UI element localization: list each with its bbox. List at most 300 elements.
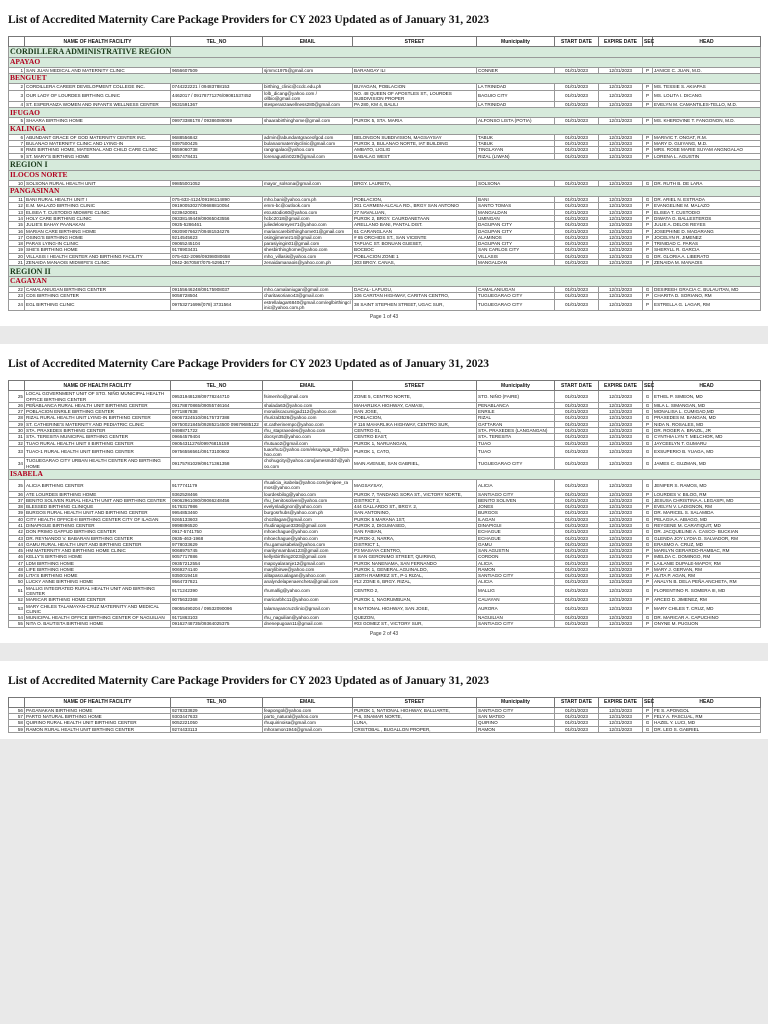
cell-no: 13 <box>9 209 25 215</box>
cell-name: LIFE BIRTHING HOME <box>25 566 171 572</box>
cell-tel: 9656607509 <box>171 68 263 74</box>
header-row <box>9 381 761 391</box>
cell-email: dnenepugoan11@gmail.com <box>263 621 353 627</box>
cell-tel: 09338149449/09065043556 <box>171 215 263 221</box>
cell-expire: 12/31/2023 <box>599 222 643 228</box>
cell-street: DISTRICT 1, <box>353 541 477 547</box>
cell-muni: CAMALANIUGAN <box>477 287 555 293</box>
cell-start: 01/01/2023 <box>555 215 599 221</box>
region-header-row <box>9 266 761 277</box>
cell-start: 01/01/2023 <box>555 510 599 516</box>
cell-start: 01/01/2023 <box>555 259 599 265</box>
cell-tel: 9631591367 <box>171 102 263 108</box>
cell-street: QUEZON, <box>353 615 477 621</box>
cell-muni: LA TRINIDAD <box>477 84 555 90</box>
cell-start: 01/01/2023 <box>555 118 599 124</box>
column-header-muni: Municipality <box>477 381 555 391</box>
table-row <box>9 147 761 153</box>
cell-tel: 9771887838 <box>171 409 263 415</box>
cell-tel: 9998896520 <box>171 522 263 528</box>
table-row <box>9 479 761 491</box>
column-header-email: EMAIL <box>263 697 353 707</box>
cell-sec: P <box>643 147 653 153</box>
cell-muni: RAMON <box>477 726 555 732</box>
cell-street: #03 GOMEZ ST., VICTORY SUR, <box>353 621 477 627</box>
cell-expire: 12/31/2023 <box>599 153 643 159</box>
cell-email: shaarabirthinghome@gmail.com <box>263 118 353 124</box>
cell-expire: 12/31/2023 <box>599 707 643 713</box>
cell-tel: 9058728504 <box>171 293 263 299</box>
cell-no: 57 <box>9 714 25 720</box>
cell-head: DR. ARIEL N. ESTRADA <box>653 197 761 203</box>
cell-tel: 9214545623 <box>171 234 263 240</box>
cell-start: 01/01/2023 <box>555 197 599 203</box>
table-row <box>9 516 761 522</box>
cell-no: 35 <box>9 479 25 491</box>
cell-muni: CONNER <box>477 68 555 74</box>
cell-head: DIWATA G. BALLESTEROS <box>653 215 761 221</box>
cell-tel: 9068975745 <box>171 548 263 554</box>
cell-muni: MANGALDAN <box>477 259 555 265</box>
cell-no: 5 <box>9 118 25 124</box>
cell-name: BULANAO MATERNITY CLINIC AND LYING-IN <box>25 140 171 146</box>
cell-street: POBLACION ZONE 1 <box>353 253 477 259</box>
cell-sec: P <box>643 293 653 299</box>
cell-no: 47 <box>9 560 25 566</box>
province-header-row <box>9 469 761 479</box>
cell-expire: 12/31/2023 <box>599 287 643 293</box>
cell-start: 01/01/2023 <box>555 421 599 427</box>
cell-head: PELAGIA A. ABIAGO, MD <box>653 516 761 522</box>
cell-expire: 12/31/2023 <box>599 535 643 541</box>
cell-tel: 09162748735/09364025375 <box>171 621 263 627</box>
cell-start: 01/01/2023 <box>555 293 599 299</box>
cell-start: 01/01/2023 <box>555 241 599 247</box>
cell-start: 01/01/2023 <box>555 621 599 627</box>
document-title: List of Accredited Maternity Care Package Providers for CY 2023 Updated as of January 31, 2023 <box>8 674 490 687</box>
page-number: Page 1 of 43 <box>369 314 399 321</box>
cell-head: LAILANIE DUPALE-MAPOY, RM <box>653 560 761 566</box>
cell-muni: ALICIA <box>477 479 555 491</box>
cell-start: 01/01/2023 <box>555 548 599 554</box>
cell-start: 01/01/2023 <box>555 147 599 153</box>
cell-street: 106 CARITAN HIGHWAY, CARITAN CENTRO, <box>353 293 477 299</box>
cell-street: 8 NATIONAL HIGHWAY, SAN JOSE, <box>353 603 477 615</box>
cell-tel: 09155646248/09175908037 <box>171 287 263 293</box>
province-label: BENGUET <box>9 74 761 84</box>
column-header-start: START DATE <box>555 381 599 391</box>
column-header-sec: SEC <box>644 38 655 45</box>
page-gap <box>0 643 768 661</box>
cell-no: 3 <box>9 90 25 102</box>
cell-street: P3 MASAYA CENTRO, <box>353 548 477 554</box>
cell-tel: 9176317986 <box>171 504 263 510</box>
cell-head: TRINIDAD C. PARAS <box>653 241 761 247</box>
cell-no: 55 <box>9 621 25 627</box>
cell-name: SOLSONA RURAL HEALTH UNIT <box>25 180 171 186</box>
cell-muni: RAMON <box>477 566 555 572</box>
cell-no: 8 <box>9 147 25 153</box>
column-header-no <box>9 697 25 707</box>
cell-expire: 12/31/2023 <box>599 391 643 403</box>
table-row <box>9 84 761 90</box>
cell-email: rhu_stapraxedes@yahoo.com <box>263 428 353 434</box>
column-header-muni: Municipality <box>477 37 555 47</box>
cell-muni: ALICIA <box>477 560 555 566</box>
cell-sec: G <box>643 529 653 535</box>
cell-name: OUR LADY OF LOURDES BIRTHING CLINIC <box>25 90 171 102</box>
cell-email: mho.bani@yahoo.com.ph <box>263 197 353 203</box>
cell-muni: TUGUEGARAO CITY <box>477 458 555 470</box>
cell-email: sjmmc1975@gmail.com <box>263 68 353 74</box>
cell-expire: 12/31/2023 <box>599 428 643 434</box>
cell-sec: P <box>643 579 653 585</box>
cell-head: DESIREEH GRACIA C. BULAUITAN, MD <box>653 287 761 293</box>
cell-street: AMBATO, LIGLIG <box>353 147 477 153</box>
cell-start: 01/01/2023 <box>555 247 599 253</box>
cell-no: 20 <box>9 253 25 259</box>
cell-name: RIZAL RURAL HEALTH UNIT LYING-IN BIRTHING CENTER <box>25 415 171 421</box>
cell-name: ATE LOURDES BIRTHING HOME <box>25 491 171 497</box>
cell-head: HAZEL Y. LUCI, MD <box>653 720 761 726</box>
column-header-expire: EXPIRE DATE <box>599 697 643 707</box>
table-row <box>9 253 761 259</box>
cell-email: docsyn35@yahoo.com <box>263 434 353 440</box>
cell-street: BELONGON SUBDIVISION, MAGSAYSAY <box>353 134 477 140</box>
cell-tel: 09753271699/(078) 3731564 <box>171 299 263 311</box>
region-label: REGION I <box>9 159 761 170</box>
cell-sec: P <box>643 621 653 627</box>
cell-sec: P <box>643 548 653 554</box>
cell-name: KELLY'S BIRTHING HOME <box>25 554 171 560</box>
cell-expire: 12/31/2023 <box>599 573 643 579</box>
cell-no: 49 <box>9 573 25 579</box>
cell-street: P-6, SNAMAR NORTE, <box>353 714 477 720</box>
cell-head: MRS. ROSE MARIE SUYAM ANGNGALAO <box>653 147 761 153</box>
cell-start: 01/01/2023 <box>555 446 599 458</box>
cell-head: MILA L. SIMANGAN, MD <box>653 402 761 408</box>
cell-tel: 09209076627/09481534276 <box>171 228 263 234</box>
cell-street: MAIN AVENUE, SAN GABRIEL, <box>353 458 477 470</box>
cell-tel: 09065245104 <box>171 241 263 247</box>
cell-start: 01/01/2023 <box>555 84 599 90</box>
region-label: CORDILLERA ADMINISTRATIVE REGION <box>9 47 761 58</box>
cell-head: MARIVIC T. ONGAT, R.M. <box>653 134 761 140</box>
cell-name: RAMON RURAL HEALTH UNIT BIRTHING CENTER <box>25 726 171 732</box>
cell-street: PUROK 1, GENERAL AGUINALDO, <box>353 566 477 572</box>
cell-tel: 9564737821 <box>171 579 263 585</box>
cell-no: 30 <box>9 428 25 434</box>
cell-expire: 12/31/2023 <box>599 479 643 491</box>
cell-street: PUROK 7, TANDANG SORA ST., VICTORY NORTE, <box>353 491 477 497</box>
cell-head: DR. GLORIA A. LIBERATO <box>653 253 761 259</box>
table-header <box>9 381 761 391</box>
table-row <box>9 621 761 627</box>
cell-street: #12 ZONE 6, BRGY. RIZAL, <box>353 579 477 585</box>
cell-expire: 12/31/2023 <box>599 247 643 253</box>
cell-muni: TUGUEGARAO CITY <box>477 299 555 311</box>
cell-expire: 12/31/2023 <box>599 209 643 215</box>
cell-start: 01/01/2023 <box>555 491 599 497</box>
cell-expire: 12/31/2023 <box>599 720 643 726</box>
cell-start: 01/01/2023 <box>555 603 599 615</box>
column-header-email: EMAIL <box>263 381 353 391</box>
cell-no: 21 <box>9 259 25 265</box>
cell-start: 01/01/2023 <box>555 180 599 186</box>
column-header-expire: EXPIRE DATE <box>599 381 643 391</box>
cell-name: LITA'S BIRTHING HOME <box>25 573 171 579</box>
cell-email: burgosrhubs@yahoo.com.ph <box>263 510 353 516</box>
cell-expire: 12/31/2023 <box>599 102 643 108</box>
cell-start: 01/01/2023 <box>555 714 599 720</box>
cell-no: 19 <box>9 247 25 253</box>
cell-street: DACAL- LAFUGU, <box>353 287 477 293</box>
cell-street: CENTRO EAST, <box>353 434 477 440</box>
cell-email: emm-bc@outlook.com <box>263 203 353 209</box>
cell-sec: G <box>643 391 653 403</box>
cell-sec: P <box>643 573 653 579</box>
cell-muni: CAUAYAN <box>477 597 555 603</box>
cell-head: MARY D. GUIYANG, M.D. <box>653 140 761 146</box>
cell-head: MARY J. GERVAN, RM <box>653 566 761 572</box>
cell-email: estrellalagar6840@gmail.com/eglbirthingclinic@yahoo.com.ph <box>264 299 351 311</box>
cell-sec: P <box>643 597 653 603</box>
table-header <box>9 697 761 707</box>
cell-street: PUROK 1, CATO, <box>353 446 477 458</box>
cell-no: 33 <box>9 446 25 458</box>
province-header-row <box>9 108 761 118</box>
cell-name: BLESSED BIRTHING CLINIQUE <box>25 504 171 510</box>
cell-tel: 09062961080/09066248456 <box>171 497 263 503</box>
cell-tel: 0942-3670587/075-5295177 <box>171 259 263 265</box>
cell-sec: G <box>643 510 653 516</box>
table-row <box>9 603 761 615</box>
region-header-row <box>9 159 761 170</box>
province-label: IFUGAO <box>9 108 761 118</box>
cell-muni: CORDON <box>477 554 555 560</box>
cell-name: QUIRINO RURAL HEALTH UNIT BIRTHING CENTER <box>25 720 171 726</box>
cell-street: PUROK 1, NATIONAL HIGHWAY, BALLIARTE, <box>353 707 477 713</box>
providers-table <box>8 380 761 627</box>
cell-no: 15 <box>9 222 25 228</box>
province-header-row <box>9 74 761 84</box>
cell-no: 48 <box>9 566 25 572</box>
cell-start: 01/01/2023 <box>555 560 599 566</box>
cell-email: rhu_benitosoliven@yahoo.com <box>263 497 353 503</box>
cell-sec: P <box>643 234 653 240</box>
cell-start: 01/01/2023 <box>555 428 599 434</box>
cell-street: MAHARLIKA HIGHWAY, CAMASI, <box>353 402 477 408</box>
cell-sec: G <box>643 720 653 726</box>
column-header-name: NAME OF HEALTH FACILITY <box>25 37 171 47</box>
cell-sec: G <box>643 287 653 293</box>
cell-start: 01/01/2023 <box>555 440 599 446</box>
cell-sec: G <box>643 253 653 259</box>
cell-email: rhudinapigue3336@gmail.com <box>263 522 353 528</box>
providers-table <box>8 36 761 311</box>
cell-no: 54 <box>9 615 25 621</box>
cell-tel: 9265133603 <box>171 516 263 522</box>
cell-email: etcustodio60@yahoo.com <box>263 209 353 215</box>
cell-sec: P <box>643 222 653 228</box>
header-row <box>9 37 761 47</box>
cell-no: 45 <box>9 548 25 554</box>
cell-head: JAYCEELYN T. GUMARU <box>653 440 761 446</box>
cell-muni: DAGUPAN CITY <box>477 241 555 247</box>
cell-muni: ENRILE <box>477 409 555 415</box>
cell-email: rhutuao2@gmail.com <box>263 440 353 446</box>
cell-sec: P <box>643 134 653 140</box>
cell-start: 01/01/2023 <box>555 554 599 560</box>
cell-no: 1 <box>9 68 25 74</box>
cell-name: PEÑABLANCA RURAL HEALTH UNIT BIRTHING CENTER <box>25 402 171 408</box>
cell-street: POBLACION, <box>353 197 477 203</box>
cell-expire: 12/31/2023 <box>599 504 643 510</box>
cell-start: 01/01/2023 <box>555 726 599 732</box>
cell-email: alitapascualagan@yahoo.com <box>263 573 353 579</box>
cell-tel: 09055490204 / 09532090096 <box>171 603 263 615</box>
cell-head: ONYNE M. PUGUON <box>653 621 761 627</box>
cell-no: 22 <box>9 287 25 293</box>
cell-muni: QUIRINO <box>477 720 555 726</box>
cell-head: NIDA N. ROSALES, MD <box>653 421 761 427</box>
pdf-page <box>0 0 768 326</box>
cell-expire: 12/31/2023 <box>599 140 643 146</box>
cell-expire: 12/31/2023 <box>599 409 643 415</box>
cell-street: PUROK 1, NARUANGAN, <box>353 440 477 446</box>
cell-head: ESTRELLA G. LAGAR, RM <box>653 299 761 311</box>
cell-name: TUAO-1 RURAL HEALTH UNIT BIRTHING CENTER <box>25 446 171 458</box>
cell-name: TUGUEGARAO CITY URBAN HEALTH CENTER AND BIRTHING HOME <box>25 458 171 470</box>
cell-no: 43 <box>9 535 25 541</box>
cell-street: BOCBOC <box>353 247 477 253</box>
cell-tel: 0935-463-1968 <box>171 535 263 541</box>
cell-muni: MALLIG <box>477 585 555 597</box>
cell-muni: STO. NIÑO (FAIRE) <box>477 391 555 403</box>
cell-start: 01/01/2023 <box>555 140 599 146</box>
cell-expire: 12/31/2023 <box>599 621 643 627</box>
cell-email: birthing_clinic@ccdc.edu.ph <box>263 84 353 90</box>
cell-head: MS. KHERDVINE T. FANGONON, M.D. <box>653 118 761 124</box>
cell-muni: SAN AGUSTIN <box>477 548 555 554</box>
cell-sec: G <box>643 458 653 470</box>
cell-sec: G <box>643 516 653 522</box>
cell-tel: 075-632-2099/09398080658 <box>171 253 263 259</box>
cell-no: 37 <box>9 497 25 503</box>
cell-email: shesbirthinghome@yahoo.com <box>263 247 353 253</box>
cell-tel: 09756556561/09173100602 <box>171 446 263 458</box>
column-header-tel: TEL_NO <box>171 381 263 391</box>
cell-tel: 0925-5286461 <box>171 222 263 228</box>
cell-tel: 9057717886 <box>171 554 263 560</box>
province-header-row <box>9 187 761 197</box>
table-row <box>9 391 761 403</box>
cell-head: IMELDA C. DOMINGO, RM <box>653 554 761 560</box>
cell-email: analyndelapenaencheta@gmail.com <box>263 579 353 585</box>
table-body <box>9 47 761 311</box>
cell-name: STA. TERESITA MUNICIPAL BIRTHING CENTER <box>25 434 171 440</box>
cell-name: BURGOS RURAL HEALTH UNIT AND BIRTHING CENTER <box>25 510 171 516</box>
cell-sec: G <box>643 440 653 446</box>
cell-expire: 12/31/2023 <box>599 541 643 547</box>
cell-muni: JONES <box>477 504 555 510</box>
cell-name: BENITO SOLIVEN RURAL HEALTH UNIT AND BIRTHING CENTER <box>25 497 171 503</box>
cell-expire: 12/31/2023 <box>599 215 643 221</box>
cell-no: 9 <box>9 153 25 159</box>
cell-email: bulanaomaternityclinic@gmail.com <box>263 140 353 146</box>
cell-head: DR. ROGER A. BRAZIL, JR <box>653 428 761 434</box>
column-header-head: HEAD <box>653 697 761 707</box>
cell-name: MUNICIPAL HEALTH OFFICE BIRTHING CENTER OF NAGUILIAN <box>25 615 171 621</box>
cell-tel: 09973388178 / 09386086069 <box>171 118 263 124</box>
cell-expire: 12/31/2023 <box>599 234 643 240</box>
column-header-expire: EXPIRE DATE <box>599 37 643 47</box>
document-title: List of Accredited Maternity Care Package Providers for CY 2023 Updated as of January 31, 2023 <box>8 14 490 26</box>
cell-street: 38 SAINT STEPHEN STREET, UGAC SUR, <box>353 299 477 311</box>
column-header-street: STREET <box>353 37 477 47</box>
cell-head: MARY CHILES T. CRUZ, MD <box>653 603 761 615</box>
column-header-start: START DATE <box>555 37 599 47</box>
cell-sec: G <box>643 479 653 491</box>
cell-expire: 12/31/2023 <box>599 714 643 720</box>
cell-head: FLORENTINO R. SOMERA III, MD <box>653 585 761 597</box>
cell-street: POBLACION, <box>353 415 477 421</box>
cell-sec: P <box>643 203 653 209</box>
column-header-sec: SEC <box>644 699 655 706</box>
cell-no: 46 <box>9 554 25 560</box>
cell-street: 8 SAN GERONIMO STREET, QUIRINO, <box>353 554 477 560</box>
cell-start: 01/01/2023 <box>555 479 599 491</box>
cell-street: 27 NAVALUAN, <box>353 209 477 215</box>
cell-no: 4 <box>9 102 25 108</box>
cell-tel: 4462017 / 09178771276/09081537452 <box>171 90 263 102</box>
cell-email: st.catherinempc@yahoo.com <box>263 421 353 427</box>
cell-muni: SAN CARLOS CITY <box>477 247 555 253</box>
cell-email: zenaidamanaois@yahoo.com.ph <box>263 259 353 265</box>
cell-head: REYGENE M. CARATIQUIT, MD <box>653 522 761 528</box>
cell-expire: 12/31/2023 <box>599 440 643 446</box>
cell-email: juliedelosreyes71@yahoo.com <box>263 222 353 228</box>
region-label: REGION II <box>9 266 761 277</box>
cell-sec: P <box>643 68 653 74</box>
cell-muni: SANTO TOMAS <box>477 203 555 209</box>
cell-email: rhu.gamuisabela@yahoo.com <box>263 541 353 547</box>
cell-expire: 12/31/2023 <box>599 458 643 470</box>
cell-no: 41 <box>9 522 25 528</box>
cell-muni: VILLASIS <box>477 253 555 259</box>
cell-muni: BURGOS <box>477 510 555 516</box>
column-header-start: START DATE <box>555 697 599 707</box>
cell-expire: 12/31/2023 <box>599 491 643 497</box>
cell-muni: DINAPIGUI <box>477 522 555 528</box>
cell-start: 01/01/2023 <box>555 720 599 726</box>
cell-email: feapongol@yahoo.com <box>263 707 353 713</box>
cell-head: DR. RUTH B. DE LARA <box>653 180 761 186</box>
cell-start: 01/01/2023 <box>555 253 599 259</box>
province-label: APAYAO <box>9 58 761 68</box>
province-label: PANGASINAN <box>9 187 761 197</box>
cell-no: 52 <box>9 597 25 603</box>
cell-tel: 09178870865/09055746164 <box>171 402 263 408</box>
cell-start: 01/01/2023 <box>555 541 599 547</box>
pdf-page <box>0 661 768 739</box>
cell-muni: TUGUEGARAO CITY <box>477 293 555 299</box>
cell-name: ALICIA BIRTHING CENTER <box>25 479 171 491</box>
cell-head: ERASMO A. CRUZ, MD <box>653 541 761 547</box>
cell-muni: SANTIAGO CITY <box>477 573 555 579</box>
cell-start: 01/01/2023 <box>555 597 599 603</box>
column-header-no <box>9 37 25 47</box>
